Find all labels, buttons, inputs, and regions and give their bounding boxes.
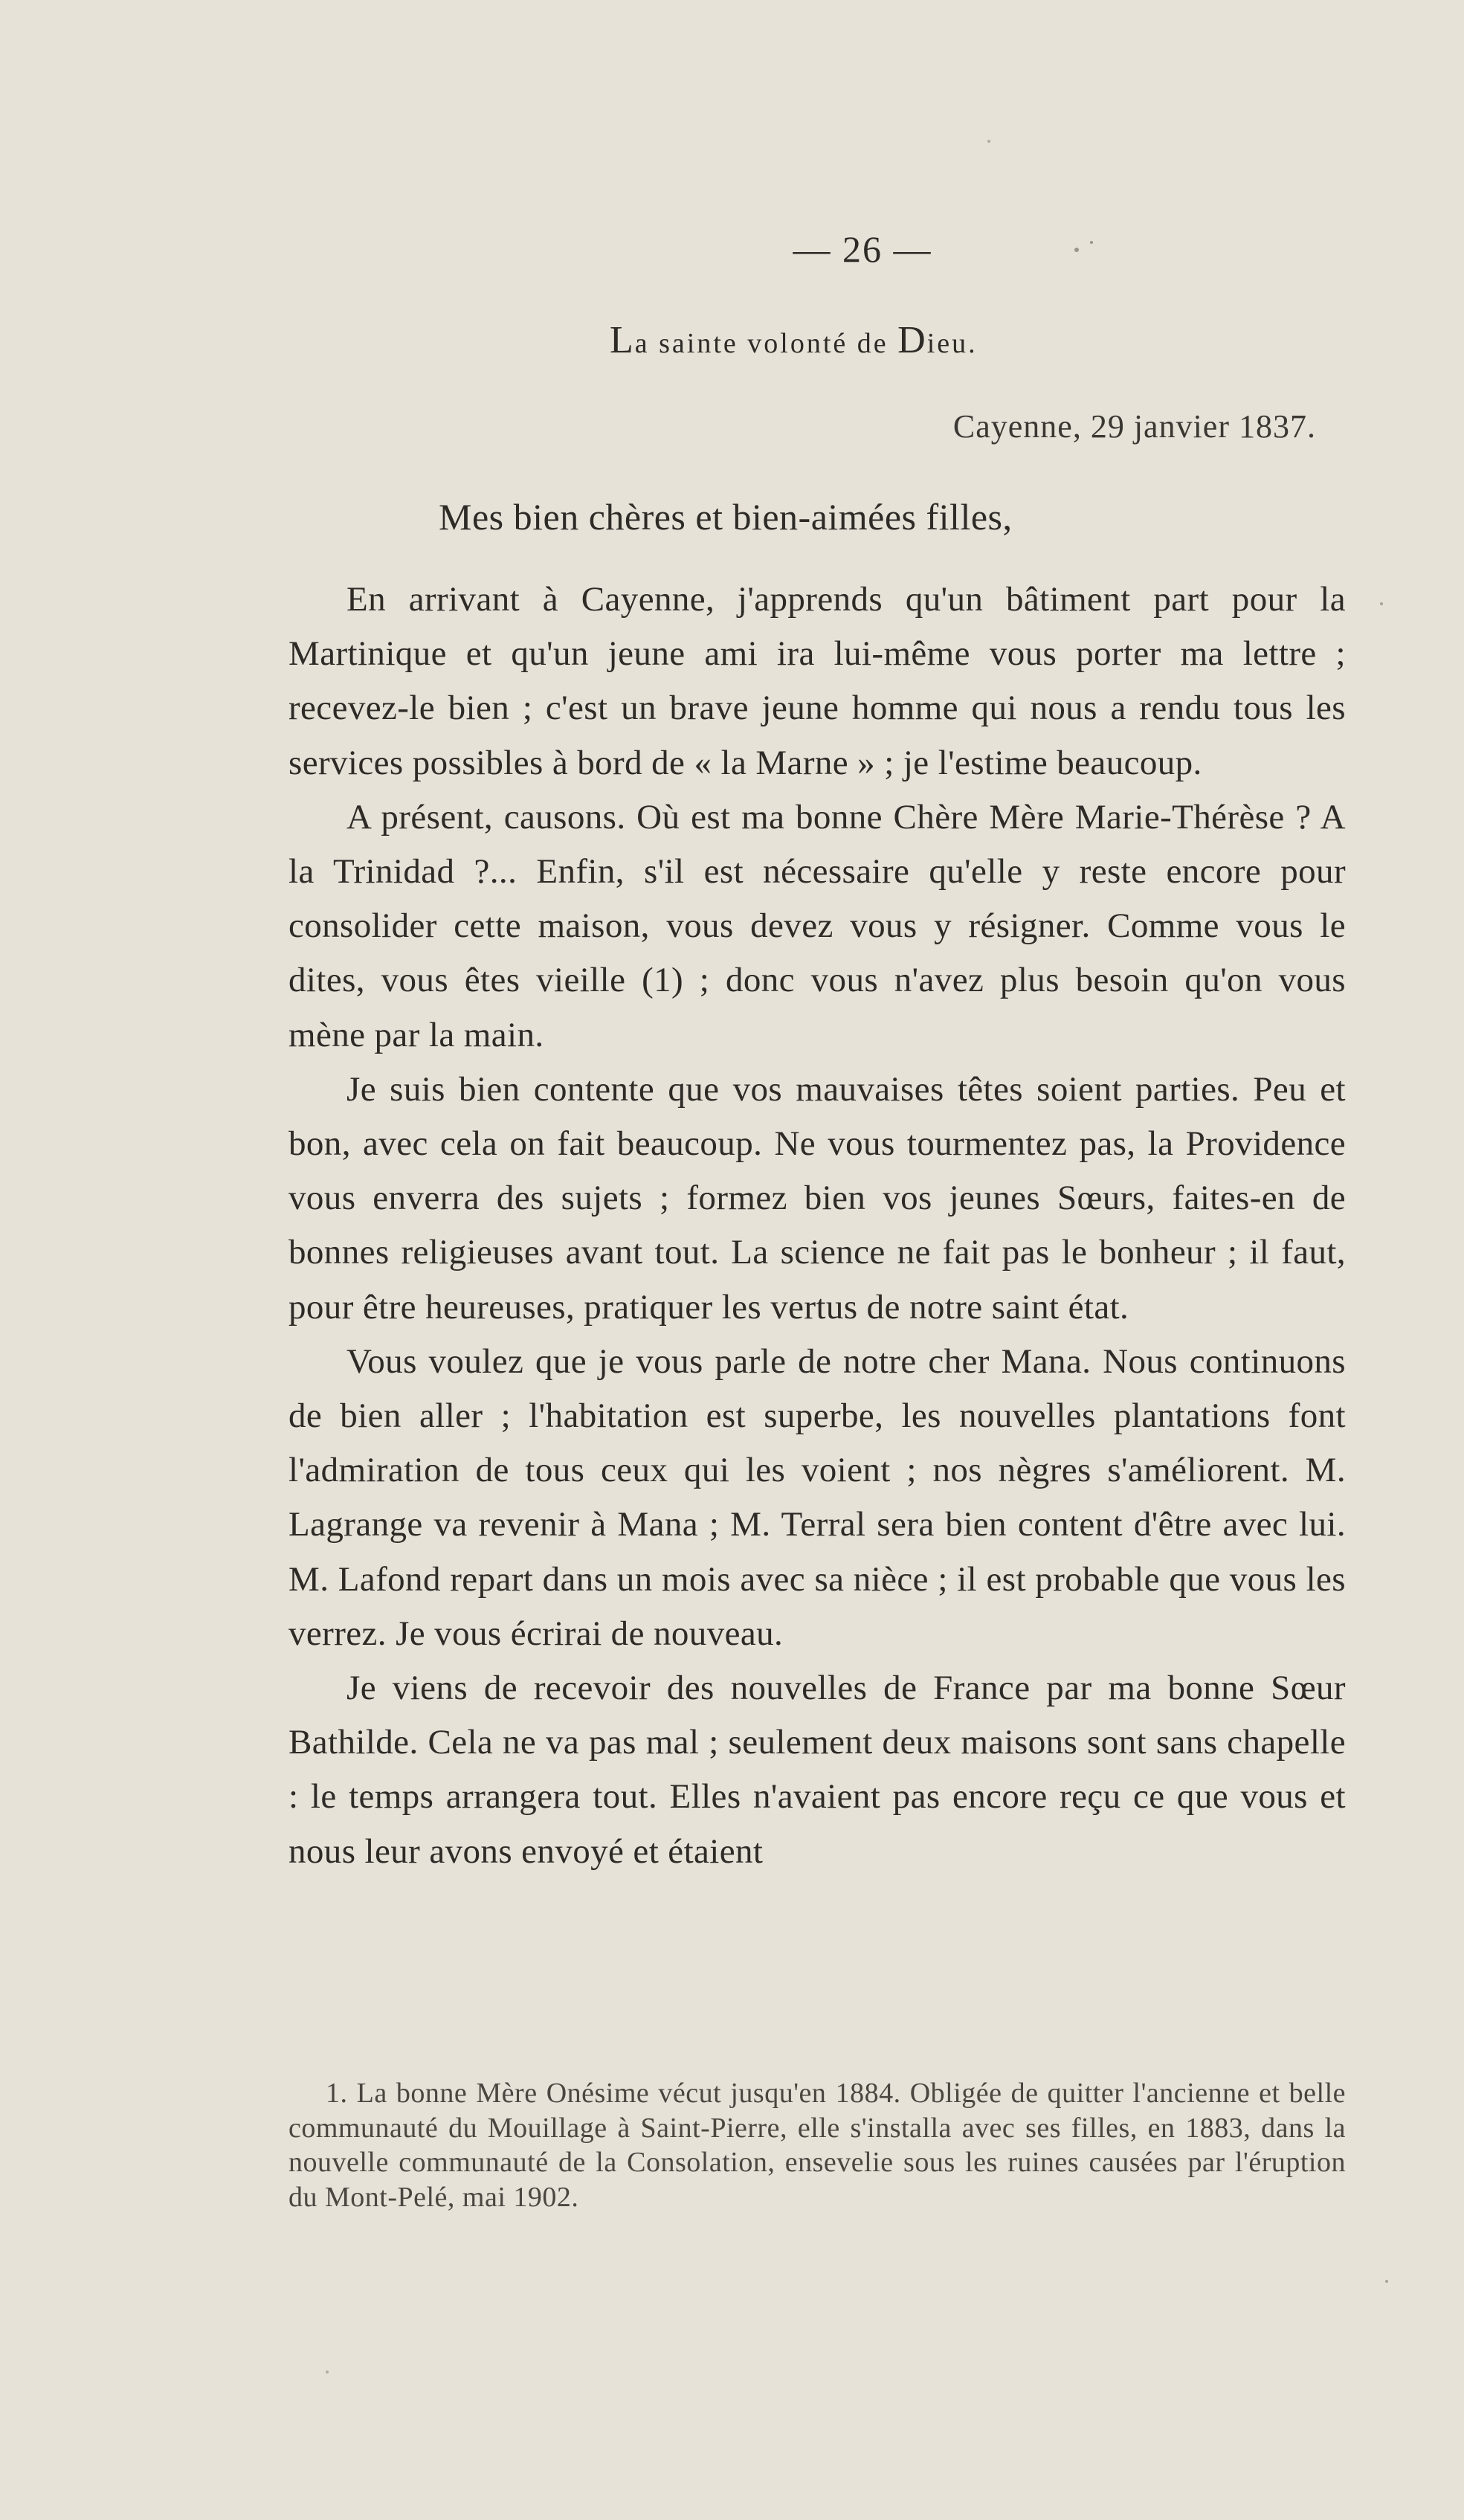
heading-part-1: a sainte volonté de [634,328,898,359]
paragraph: A présent, causons. Où est ma bonne Chère Mère Marie-Thérèse ? A la Trinidad ?... Enfin, s'il est nécessaire qu'elle y reste encore pour consolider cette maison, vous devez vous y résigner. Comme vous le dites, vous êtes vieille (1) ; donc vous n'avez plus besoin qu'on vous mène par la main. [288,797,1346,1054]
chapter-heading [610,318,978,362]
page-number: — 26 — [793,228,932,270]
heading-part-2: ieu. [926,328,978,359]
heading-initial-2: D [897,319,927,361]
footnote [288,2076,1346,2214]
paragraph: Je suis bien contente que vos mauvaises têtes soient parties. Peu et bon, avec cela on fait beaucoup. Ne vous tourmentez pas, la Providence vous enverra des sujets ; formez bien vos jeunes Sœurs, faites-en de bonnes religieuses avant tout. La science ne fait pas le bonheur ; il faut, pour être heureuses, pratiquer les vertus de notre saint état. [288,1069,1346,1327]
footnote-text: 1. La bonne Mère Onésime vécut jusqu'en 1884. Obligée de quitter l'ancienne et belle communauté du Mouillage à Saint-Pierre, elle s'installa avec ses filles, en 1883, dans la nouvelle communauté de la Consolation, ensevelie sous les ruines causées par l'éruption du Mont-Pelé, mai 1902. [288,2078,1346,2213]
paragraph: Vous voulez que je vous parle de notre cher Mana. Nous continuons de bien aller ; l'habitation est superbe, les nouvelles plantations font l'admiration de tous ceux qui les voient ; nos nègres s'améliorent. M. Lagrange va revenir à Mana ; M. Terral sera bien content d'être avec lui. M. Lafond repart dans un mois avec sa nièce ; il est probable que vous les verrez. Je vous écrirai de nouveau. [288,1341,1346,1653]
letter-body [288,573,1346,1879]
heading-initial-1: L [610,319,635,361]
dateline: Cayenne, 29 janvier 1837. [952,408,1316,445]
paragraph: En arrivant à Cayenne, j'apprends qu'un bâtiment part pour la Martinique et qu'un jeune ami ira lui-même vous porter ma lettre ; recevez-le bien ; c'est un brave jeune homme qui nous a rendu tous les services possibles à bord de « la Marne » ; je l'estime beaucoup. [288,580,1346,782]
salutation: Mes bien chères et bien-aimées filles, [439,496,1013,538]
paragraph: Je viens de recevoir des nouvelles de France par ma bonne Sœur Bathilde. Cela ne va pas mal ; seulement deux maisons sont sans chapelle : le temps arrangera tout. Elles n'avaient pas encore reçu ce que vous et nous leur avons envoyé et étaient [288,1669,1346,1871]
